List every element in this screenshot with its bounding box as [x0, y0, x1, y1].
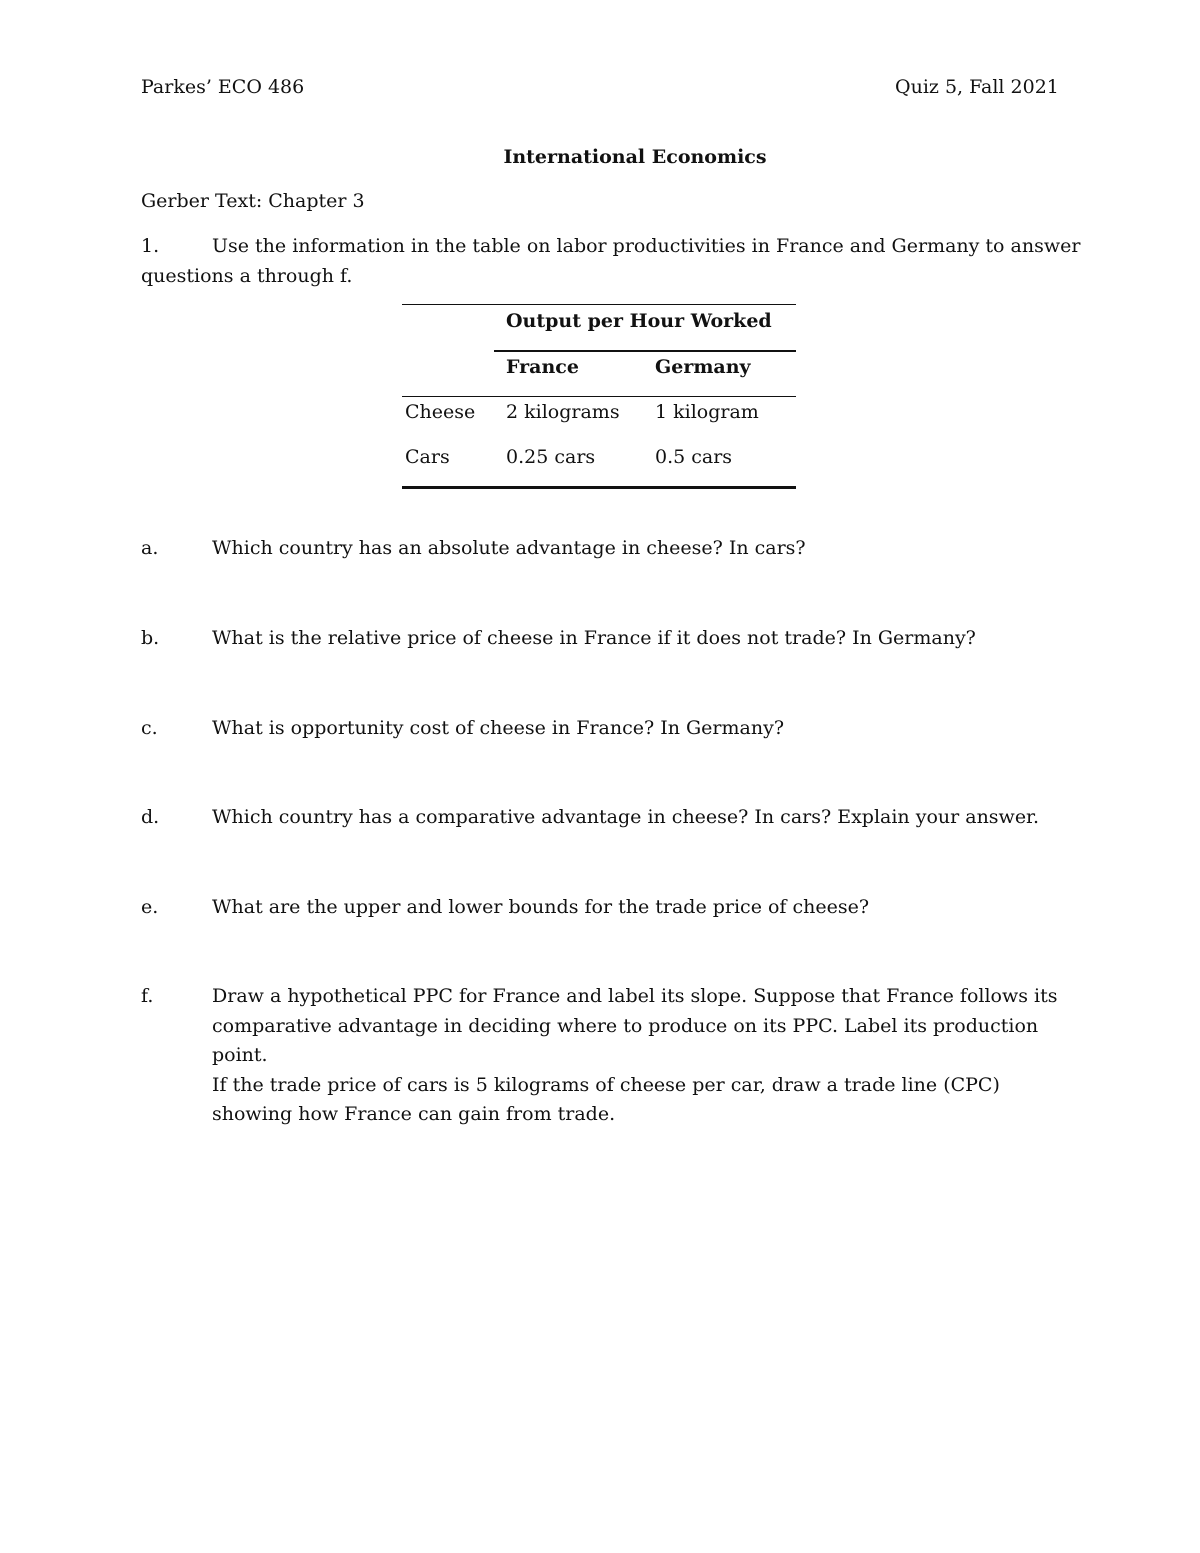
- question-text: Use the information in the table on labor productivities in France and Germany to answer: [212, 235, 1081, 257]
- subquestion-d-letter: d.: [141, 806, 160, 828]
- question-number: 1.: [141, 235, 160, 257]
- column-header-france: France: [506, 356, 579, 378]
- table-top-rule: [402, 304, 796, 305]
- table-bottom-rule: [402, 486, 796, 489]
- header-course: Parkes’ ECO 486: [141, 76, 305, 98]
- table-spanning-header: Output per Hour Worked: [506, 310, 772, 332]
- subquestion-f-text-line-3: point.: [212, 1044, 268, 1066]
- subquestion-c-letter: c.: [141, 717, 158, 739]
- row-label-cheese: Cheese: [405, 401, 476, 423]
- chapter-reference: Gerber Text: Chapter 3: [141, 190, 365, 212]
- subquestion-f-text-line-2: comparative advantage in deciding where to produce on its PPC. Label its production: [212, 1015, 1039, 1037]
- header-quiz: Quiz 5, Fall 2021: [895, 76, 1059, 98]
- cell-cheese-germany: 1 kilogram: [655, 401, 759, 423]
- cell-cheese-france: 2 kilograms: [506, 401, 620, 423]
- page-title: International Economics: [503, 146, 767, 168]
- subquestion-e-text: What are the upper and lower bounds for the trade price of cheese?: [212, 896, 870, 918]
- subquestion-f-text-line-4: If the trade price of cars is 5 kilograms of cheese per car, draw a trade line (CPC): [212, 1074, 1000, 1096]
- subquestion-b-text: What is the relative price of cheese in France if it does not trade? In Germany?: [212, 627, 976, 649]
- subquestion-c-text: What is opportunity cost of cheese in France? In Germany?: [212, 717, 785, 739]
- subquestion-f-letter: f.: [141, 985, 154, 1007]
- question-text-continued: questions a through f.: [141, 265, 353, 287]
- cell-cars-france: 0.25 cars: [506, 446, 596, 468]
- subquestion-a-letter: a.: [141, 537, 159, 559]
- subquestion-b-letter: b.: [141, 627, 160, 649]
- cell-cars-germany: 0.5 cars: [655, 446, 733, 468]
- row-label-cars: Cars: [405, 446, 450, 468]
- subquestion-e-letter: e.: [141, 896, 159, 918]
- subquestion-d-text: Which country has a comparative advantage in cheese? In cars? Explain your answer.: [212, 806, 1040, 828]
- subquestion-f-text-line-5: showing how France can gain from trade.: [212, 1103, 616, 1125]
- subquestion-f-text-line-1: Draw a hypothetical PPC for France and label its slope. Suppose that France follows its: [212, 985, 1058, 1007]
- column-header-germany: Germany: [655, 356, 751, 378]
- subquestion-a-text: Which country has an absolute advantage in cheese? In cars?: [212, 537, 806, 559]
- productivity-table: [402, 304, 796, 490]
